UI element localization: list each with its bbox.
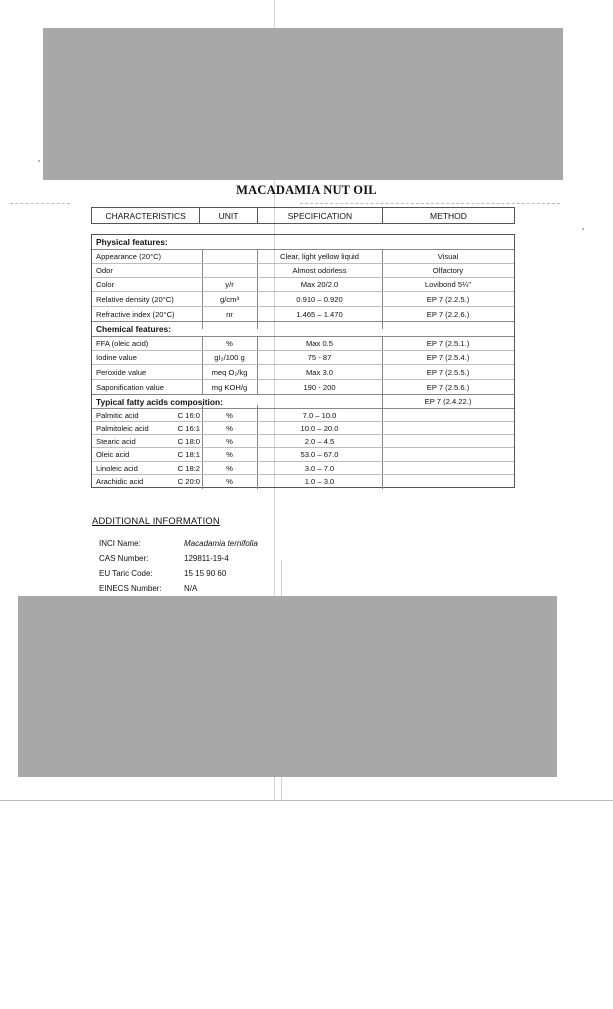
table-row xyxy=(92,292,514,307)
row-characteristic: Relative density (20°C) xyxy=(96,294,174,304)
row-spec: 2.0 – 4.5 xyxy=(304,436,335,446)
row-characteristic: Odor xyxy=(96,266,113,275)
row-characteristic: Palmitoleic acid xyxy=(96,423,149,433)
row-characteristic: Appearance (20°C) xyxy=(96,252,162,261)
spec-table xyxy=(91,234,515,488)
table-row xyxy=(92,422,514,435)
row-method: Visual xyxy=(437,252,459,261)
row-characteristic: Refractive index (20°C) xyxy=(96,309,175,319)
section-label-chemical: Chemical features: xyxy=(96,324,171,334)
row-characteristic: Iodine value xyxy=(96,353,137,362)
info-value: 129811-19-4 xyxy=(184,554,229,563)
header-unit: UNIT xyxy=(200,208,258,223)
info-label: INCI Name: xyxy=(99,539,141,548)
info-label: EU Taric Code: xyxy=(99,569,153,578)
row-spec: 190 - 200 xyxy=(303,382,336,392)
row-carbon-code: C 20:0 xyxy=(177,477,200,486)
scan-page-edge xyxy=(0,800,613,801)
row-spec: Almost odorless xyxy=(292,266,347,275)
row-spec: 75 - 87 xyxy=(307,353,332,362)
table-row xyxy=(92,264,514,278)
row-carbon-code: C 18:1 xyxy=(177,450,200,459)
info-value: N/A xyxy=(184,584,198,593)
row-unit: % xyxy=(226,463,233,473)
row-method: Olfactory xyxy=(432,266,464,275)
info-value: Macadamia ternifolia xyxy=(184,539,258,548)
row-method xyxy=(382,409,514,421)
row-characteristic: Oleic acid xyxy=(96,450,130,459)
scan-dash xyxy=(300,203,560,205)
info-label: CAS Number: xyxy=(99,554,149,563)
row-spec: 10.0 – 20.0 xyxy=(300,423,339,433)
table-row xyxy=(92,307,514,322)
row-characteristic: Arachidic acid xyxy=(96,477,144,486)
row-unit: meq O₂/kg xyxy=(211,367,248,377)
row-unit: % xyxy=(226,423,233,433)
row-unit: nr xyxy=(226,309,233,319)
row-method: EP 7 (2.2.6.) xyxy=(426,309,470,319)
row-spec: 1.465 – 1.470 xyxy=(296,309,343,319)
row-characteristic: Peroxide value xyxy=(96,367,147,377)
document-title: MACADAMIA NUT OIL xyxy=(236,183,377,197)
section-row-chemical xyxy=(92,322,514,337)
info-row-taric xyxy=(99,569,226,578)
row-spec: Max 0.5 xyxy=(305,339,333,348)
table-row xyxy=(92,380,514,395)
row-unit: % xyxy=(226,410,233,420)
table-row xyxy=(92,351,514,365)
table-row xyxy=(92,435,514,448)
additional-info-heading: ADDITIONAL INFORMATION xyxy=(92,515,220,526)
row-unit: % xyxy=(226,450,233,459)
info-row-einecs xyxy=(99,584,197,593)
table-row xyxy=(92,365,514,380)
row-method xyxy=(382,475,514,488)
row-spec: 53.0 – 67.0 xyxy=(300,450,339,459)
row-unit xyxy=(202,264,257,277)
row-characteristic: FFA (oleic acid) xyxy=(96,339,149,348)
row-carbon-code: C 16:1 xyxy=(177,423,200,433)
row-method: Lovibond 5¼" xyxy=(424,280,472,289)
table-row xyxy=(92,409,514,422)
row-unit: % xyxy=(226,436,233,446)
row-unit: mg KOH/g xyxy=(211,382,248,392)
spec-table-header xyxy=(91,207,515,224)
info-row-inci xyxy=(99,539,258,548)
header-specification: SPECIFICATION xyxy=(258,208,383,223)
row-method xyxy=(382,422,514,434)
row-spec: Clear, light yellow liquid xyxy=(280,252,359,261)
section-row-physical xyxy=(92,235,514,250)
table-row xyxy=(92,475,514,488)
info-row-cas xyxy=(99,554,229,563)
row-characteristic: Linoleic acid xyxy=(96,463,138,473)
header-characteristics: CHARACTERISTICS xyxy=(92,208,200,223)
row-method: EP 7 (2.5.5.) xyxy=(426,367,470,377)
row-spec: 0.910 – 0.920 xyxy=(296,294,343,304)
info-value: 15 15 90 60 xyxy=(184,569,227,578)
row-characteristic: Saponification value xyxy=(96,382,164,392)
row-carbon-code: C 18:2 xyxy=(177,463,200,473)
section-label-fatty-acids: Typical fatty acids composition: xyxy=(96,396,223,407)
table-row xyxy=(92,337,514,351)
row-unit: gI₂/100 g xyxy=(214,353,245,362)
row-method xyxy=(382,448,514,461)
row-characteristic: Stearic acid xyxy=(96,436,136,446)
redacted-header-block xyxy=(43,28,563,180)
row-spec: Max 20/2.0 xyxy=(300,280,339,289)
row-spec: 3.0 – 7.0 xyxy=(304,463,335,473)
row-spec: Max 3.0 xyxy=(305,367,333,377)
row-unit: y/r xyxy=(225,280,234,289)
row-unit xyxy=(202,250,257,263)
row-unit: % xyxy=(226,339,233,348)
row-unit: % xyxy=(226,477,233,486)
info-label: EINECS Number: xyxy=(99,584,162,593)
scan-speck xyxy=(582,228,584,230)
table-row xyxy=(92,462,514,475)
row-spec: 7.0 – 10.0 xyxy=(302,410,337,420)
redacted-footer-block xyxy=(18,596,557,777)
row-unit: g/cm³ xyxy=(220,294,239,304)
section-label-physical: Physical features: xyxy=(96,237,168,247)
row-method: EP 7 (2.5.4.) xyxy=(426,353,470,362)
row-carbon-code: C 18:0 xyxy=(177,436,200,446)
row-characteristic: Color xyxy=(96,280,115,289)
row-method: EP 7 (2.5.6.) xyxy=(426,382,470,392)
row-carbon-code: C 16:0 xyxy=(177,410,200,420)
row-method xyxy=(382,435,514,447)
table-row xyxy=(92,278,514,292)
scan-speck xyxy=(38,160,40,162)
row-spec: 1.0 – 3.0 xyxy=(304,477,335,486)
fatty-acids-method: EP 7 (2.4.22.) xyxy=(424,397,472,406)
header-method: METHOD xyxy=(430,210,467,221)
row-characteristic: Palmitic acid xyxy=(96,410,139,420)
section-row-fatty-acids xyxy=(92,395,514,409)
table-row xyxy=(92,448,514,462)
row-method xyxy=(382,462,514,474)
table-row xyxy=(92,250,514,264)
row-method: EP 7 (2.5.1.) xyxy=(426,339,470,348)
row-method: EP 7 (2.2.5.) xyxy=(426,294,470,304)
scan-dash xyxy=(10,203,70,205)
